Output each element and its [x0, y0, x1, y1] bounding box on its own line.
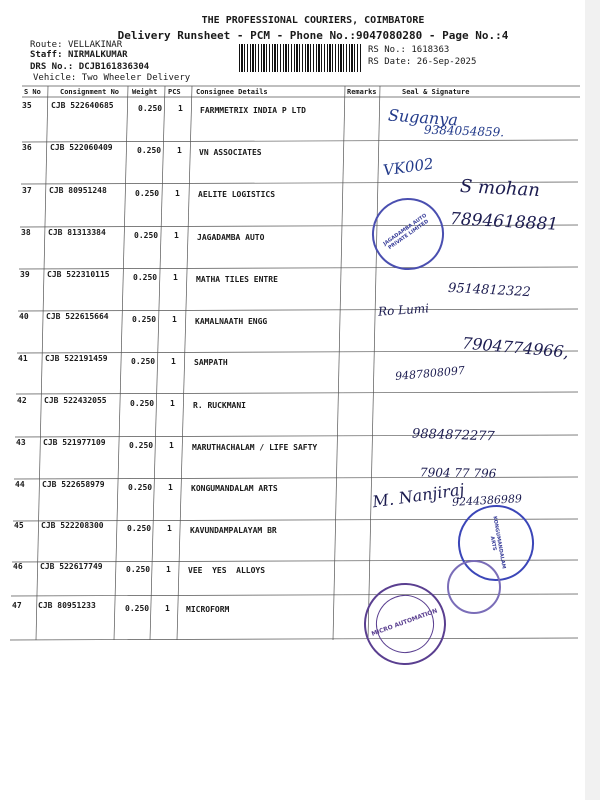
row-weight: 0.250: [128, 483, 153, 492]
row-sno: 44: [15, 480, 25, 489]
row-pcs: 1: [173, 273, 178, 282]
row-pcs: 1: [170, 399, 175, 408]
signature-37-phone: 7894618881: [449, 209, 559, 235]
row-sno: 42: [17, 396, 27, 405]
signature-40: Ro Lumi: [377, 301, 430, 319]
route-label: Route:: [30, 40, 63, 50]
signature-41-phone: 7904774966,: [461, 333, 570, 362]
signature-44-phone: 7904 77 796: [419, 465, 497, 481]
row-sno: 43: [16, 438, 26, 447]
drs-label: DRS No.:: [30, 62, 74, 72]
row-consignment: CJB 522617749: [40, 562, 103, 571]
row-consignee: KONGUMANDALAM ARTS: [191, 484, 278, 493]
col-weight: Weight: [132, 88, 158, 96]
signature-41-alt-phone: 9487808097: [394, 363, 466, 384]
col-consignee: Consignee Details: [196, 88, 268, 96]
row-sno: 41: [18, 354, 28, 363]
row-sno: 39: [20, 270, 30, 279]
stamp-text: MICRO AUTOMATION: [370, 607, 439, 638]
row-consignment: CJB 80951233: [38, 601, 96, 610]
signature-39-phone: 9514812322: [447, 280, 532, 301]
row-sno: 45: [14, 521, 24, 530]
row-weight: 0.250: [138, 104, 163, 113]
row-consignment: CJB 81313384: [48, 228, 106, 237]
col-remarks: Remarks: [347, 88, 377, 96]
row-weight: 0.250: [135, 189, 160, 198]
row-weight: 0.250: [137, 146, 162, 155]
row-sno: 40: [19, 312, 29, 321]
vehicle-value: Two Wheeler Delivery: [81, 73, 191, 83]
row-consignment: CJB 522432055: [44, 396, 107, 405]
company-title: THE PROFESSIONAL COURIERS, COIMBATORE: [201, 15, 425, 26]
row-weight: 0.250: [132, 315, 157, 324]
row-sno: 46: [13, 562, 23, 571]
col-consignment: Consignment No: [60, 88, 120, 96]
rs-no-value: 1618363: [411, 45, 450, 55]
col-sno: S No: [24, 88, 41, 96]
row-pcs: 1: [167, 524, 172, 533]
row-weight: 0.250: [130, 399, 155, 408]
signature-35-phone: 9384054859.: [423, 122, 505, 140]
row-pcs: 1: [177, 146, 182, 155]
row-consignee: KAMALNAATH ENGG: [195, 317, 268, 326]
row-consignment: CJB 522615664: [46, 312, 109, 321]
row-consignment: CJB 522191459: [45, 354, 108, 363]
col-seal-signature: Seal & Signature: [402, 88, 470, 96]
row-pcs: 1: [174, 231, 179, 240]
row-pcs: 1: [178, 104, 183, 113]
stamp-text: KONGUMANDALAM ARTS: [488, 515, 507, 570]
row-weight: 0.250: [134, 231, 159, 240]
row-weight: 0.250: [131, 357, 156, 366]
signature-36: VK002: [381, 154, 435, 180]
signature-37: S mohan: [459, 175, 541, 202]
drs-value: DCJB161836304: [78, 62, 150, 72]
signature-35: Suganya: [387, 105, 459, 130]
row-weight: 0.250: [129, 441, 154, 450]
row-consignee: KAVUNDAMPALAYAM BR: [190, 526, 277, 535]
route-value: VELLAKINAR: [67, 40, 123, 50]
row-consignment: CJB 522060409: [50, 143, 113, 152]
row-consignment: CJB 521977109: [43, 438, 106, 447]
stamp-text: JAGADAMBA AUTO PRIVATE LIMITED: [382, 212, 430, 251]
vehicle-label: Vehicle:: [33, 73, 77, 83]
runsheet-subtitle: Delivery Runsheet - PCM - Phone No.:9047080280 - Page No.:4: [117, 29, 509, 42]
row-consignee: VN ASSOCIATES: [199, 148, 262, 157]
row-weight: 0.250: [126, 565, 151, 574]
row-consignee: VEE YES ALLOYS: [188, 566, 266, 575]
row-pcs: 1: [171, 357, 176, 366]
small-stamp: [447, 560, 501, 614]
signature-43-phone: 9884872277: [411, 426, 495, 445]
signature-44: M. Nanjiraj: [371, 479, 466, 512]
row-sno: 37: [22, 186, 32, 195]
row-pcs: 1: [169, 441, 174, 450]
row-weight: 0.250: [133, 273, 158, 282]
row-consignee: MICROFORM: [186, 605, 230, 614]
row-pcs: 1: [172, 315, 177, 324]
rs-date-value: 26-Sep-2025: [416, 57, 477, 67]
row-weight: 0.250: [127, 524, 152, 533]
staff-label: Staff:: [30, 50, 63, 60]
row-consignment: CJB 522208300: [41, 521, 104, 530]
row-consignee: JAGADAMBA AUTO: [197, 233, 265, 242]
row-weight: 0.250: [125, 604, 150, 613]
row-sno: 35: [22, 101, 32, 110]
row-consignment: CJB 522310115: [47, 270, 110, 279]
col-pcs: PCS: [168, 88, 181, 96]
row-consignee: R. RUCKMANI: [193, 401, 246, 410]
row-consignee: MATHA TILES ENTRE: [196, 275, 278, 284]
rs-date-label: RS Date:: [368, 57, 412, 67]
staff-value: NIRMALKUMAR: [67, 50, 128, 60]
row-consignee: AELITE LOGISTICS: [198, 190, 276, 199]
row-consignment: CJB 522640685: [51, 101, 114, 110]
row-consignment: CJB 522658979: [42, 480, 105, 489]
row-consignee: FARMMETRIX INDIA P LTD: [200, 106, 306, 115]
row-sno: 47: [12, 601, 22, 610]
row-pcs: 1: [166, 565, 171, 574]
row-sno: 36: [22, 143, 32, 152]
row-consignee: MARUTHACHALAM / LIFE SAFTY: [192, 443, 318, 452]
rs-no-label: RS No.:: [368, 45, 406, 55]
row-pcs: 1: [175, 189, 180, 198]
signature-45-phone: 9244386989: [451, 492, 523, 509]
row-consignee: SAMPATH: [194, 358, 228, 367]
row-consignment: CJB 80951248: [49, 186, 107, 195]
row-sno: 38: [21, 228, 31, 237]
row-pcs: 1: [168, 483, 173, 492]
row-pcs: 1: [165, 604, 170, 613]
